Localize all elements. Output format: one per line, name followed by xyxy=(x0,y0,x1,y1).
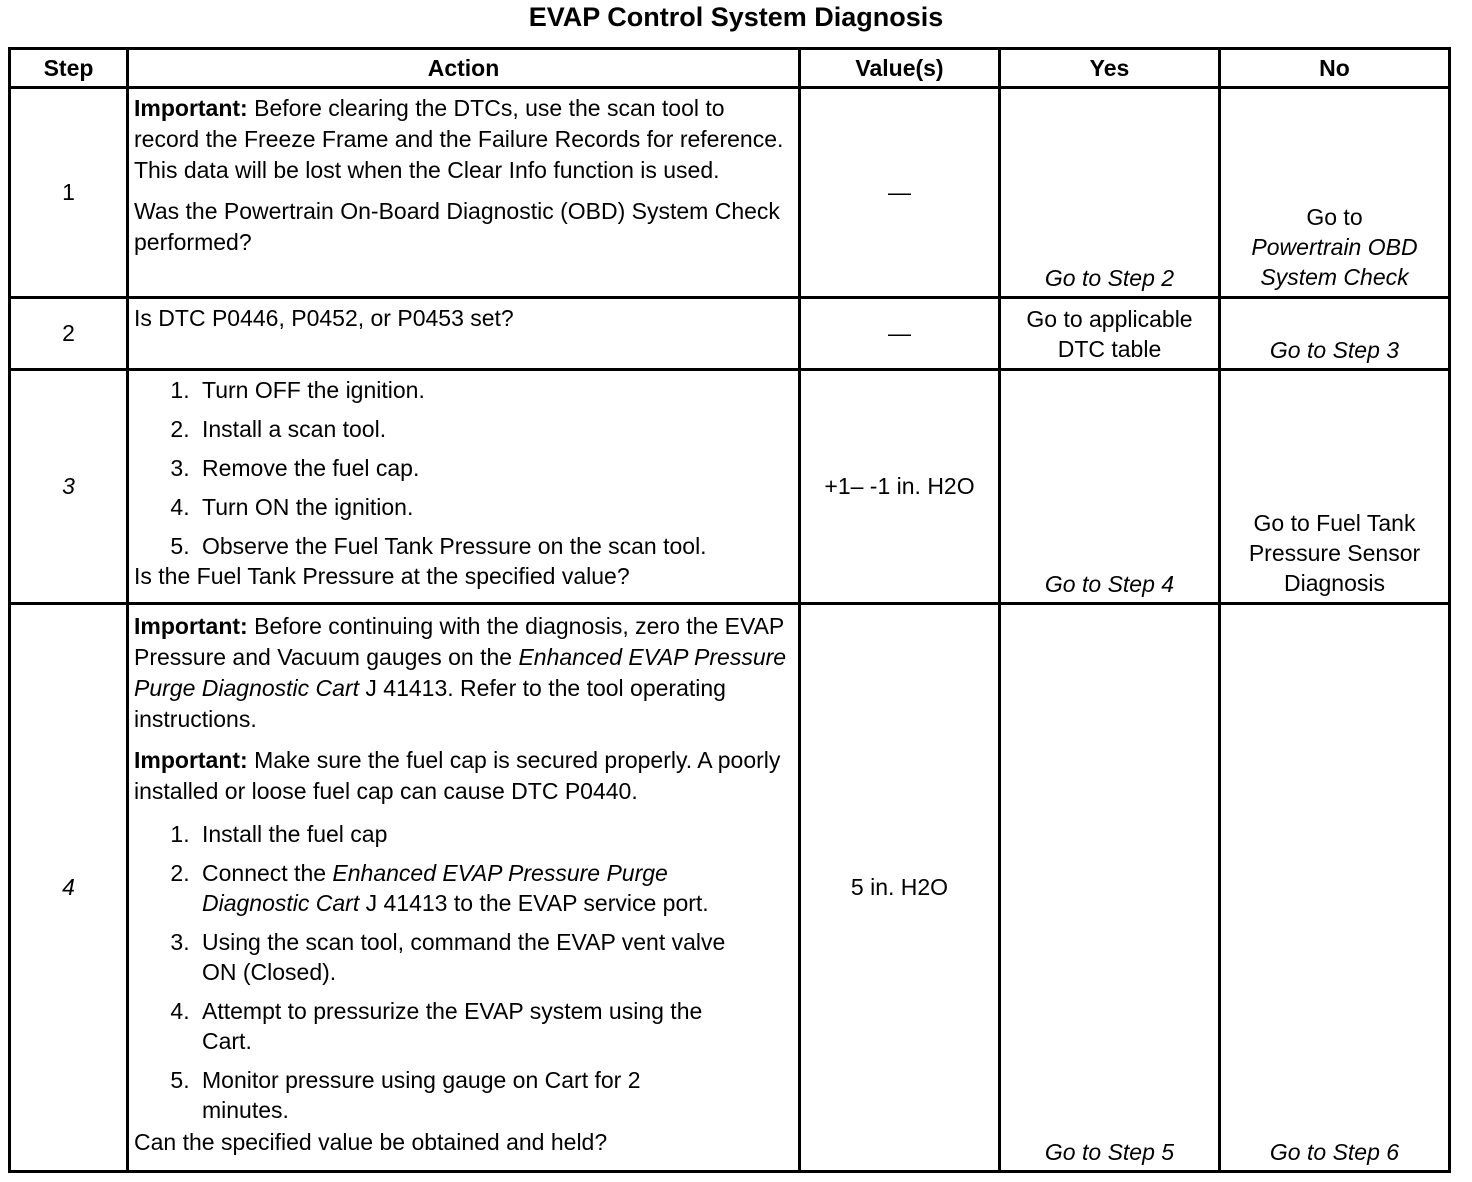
header-no: No xyxy=(1220,49,1450,88)
action-cell xyxy=(128,88,800,298)
important-note: Important: Before continuing with the diagnosis, zero the EVAP Pressure and Vacuum gauges on the Enhanced EVAP Pressure Purge Diagnostic Cart J 41413. Refer to the tool operating instructions. xyxy=(134,613,787,732)
yes-cell: Go to Step 2 xyxy=(1000,88,1220,298)
procedure-list xyxy=(134,375,793,561)
procedure-list xyxy=(134,819,793,1125)
page-title: EVAP Control System Diagnosis xyxy=(528,2,944,32)
diagnosis-table xyxy=(8,47,1451,1173)
question: Can the specified value be obtained and held? xyxy=(134,1129,608,1155)
list-item: 4. Turn ON the ignition. xyxy=(196,492,793,522)
yes-cell: Go to Step 4 xyxy=(1000,370,1220,604)
list-item: 4. Attempt to pressurize the EVAP system using the Cart. xyxy=(196,996,733,1056)
list-item: 5. Monitor pressure using gauge on Cart for 2 minutes. xyxy=(196,1065,733,1125)
list-item: 3. Remove the fuel cap. xyxy=(196,453,793,483)
list-item: 5. Observe the Fuel Tank Pressure on the scan tool. xyxy=(196,531,793,561)
action-cell xyxy=(128,604,800,1172)
no-cell: Go to Step 6 xyxy=(1220,604,1450,1172)
no-cell: Go to Powertrain OBD System Check xyxy=(1220,88,1450,298)
no-cell: Go to Step 3 xyxy=(1220,298,1450,370)
question: Is the Fuel Tank Pressure at the specified value? xyxy=(134,563,630,589)
header-values: Value(s) xyxy=(800,49,1000,88)
step-number: 3 xyxy=(10,370,128,604)
no-cell: Go to Fuel Tank Pressure Sensor Diagnosis xyxy=(1220,370,1450,604)
header-row xyxy=(10,49,1450,88)
step-number: 1 xyxy=(10,88,128,298)
step-number: 2 xyxy=(10,298,128,370)
yes-cell: Go to applicable DTC table xyxy=(1000,298,1220,370)
table-row xyxy=(10,88,1450,298)
list-item: 1. Install the fuel cap xyxy=(196,819,733,849)
list-item: 3. Using the scan tool, command the EVAP vent valve ON (Closed). xyxy=(196,927,733,987)
action-cell xyxy=(128,370,800,604)
table-row xyxy=(10,370,1450,604)
value-cell: +1– -1 in. H2O xyxy=(800,370,1000,604)
important-note: Important: Make sure the fuel cap is secured properly. A poorly installed or loose fuel cap can cause DTC P0440. xyxy=(134,747,781,804)
table-row xyxy=(10,604,1450,1172)
header-step: Step xyxy=(10,49,128,88)
header-yes: Yes xyxy=(1000,49,1220,88)
step-number: 4 xyxy=(10,604,128,1172)
value-cell: 5 in. H2O xyxy=(800,604,1000,1172)
header-action: Action xyxy=(128,49,800,88)
question: Was the Powertrain On-Board Diagnostic (OBD) System Check performed? xyxy=(134,198,780,255)
question: Is DTC P0446, P0452, or P0453 set? xyxy=(134,305,514,331)
yes-cell: Go to Step 5 xyxy=(1000,604,1220,1172)
value-cell: — xyxy=(800,88,1000,298)
list-item: 2. Install a scan tool. xyxy=(196,414,793,444)
action-cell xyxy=(128,298,800,370)
table-row xyxy=(10,298,1450,370)
value-cell: — xyxy=(800,298,1000,370)
important-note: Important: Before clearing the DTCs, use the scan tool to record the Freeze Frame and the Failure Records for reference. This data will be lost when the Clear Info function is used. xyxy=(134,95,784,183)
list-item: 2. Connect the Enhanced EVAP Pressure Purge Diagnostic Cart J 41413 to the EVAP service port. xyxy=(196,858,733,918)
list-item: 1. Turn OFF the ignition. xyxy=(196,375,793,405)
